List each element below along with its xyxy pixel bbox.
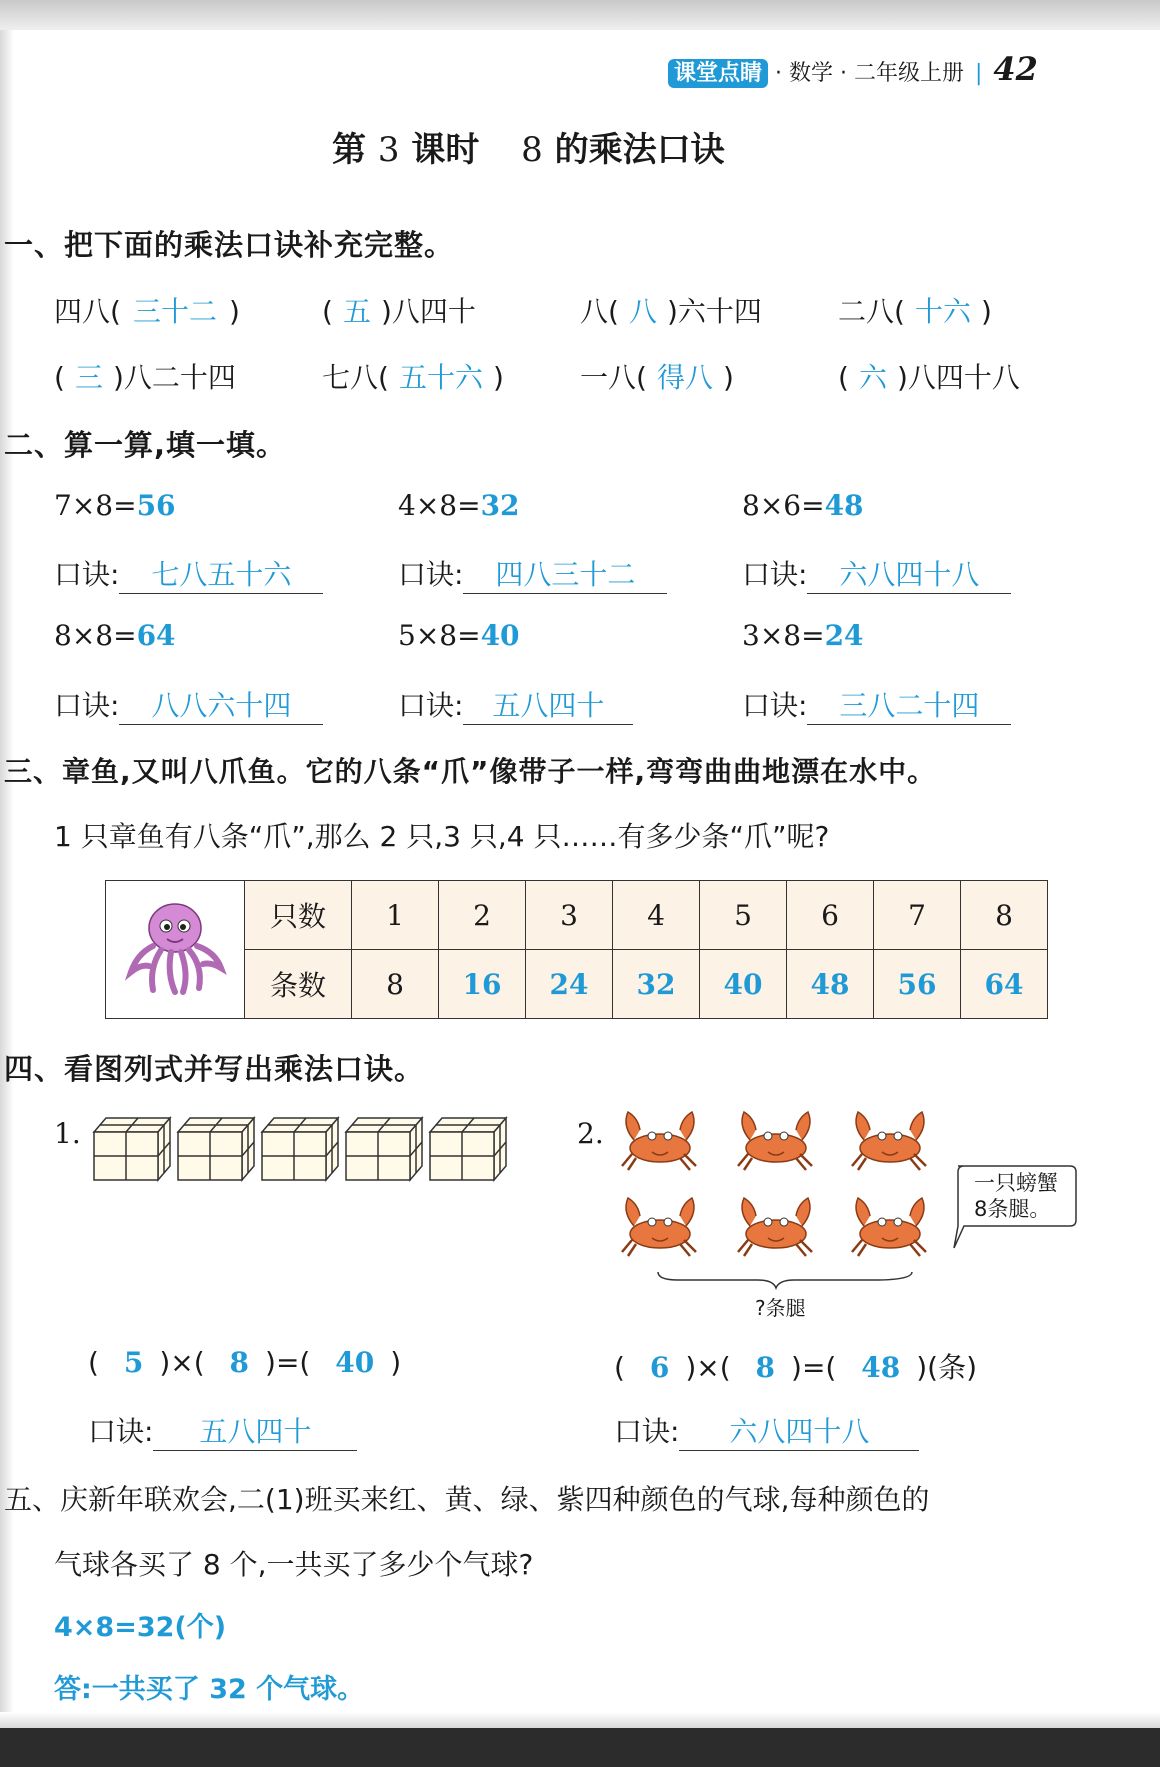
koujue-line: 口诀: 四八三十二 xyxy=(398,553,667,594)
legs-answer-cell: 64 xyxy=(961,950,1048,1019)
legs-answer-cell: 16 xyxy=(439,950,526,1019)
page-number: 42 xyxy=(993,50,1038,88)
fill-item: ( 五 )八四十 xyxy=(322,295,476,328)
koujue-line: 口诀: 三八二十四 xyxy=(742,684,1011,725)
count-cell: 6 xyxy=(787,881,874,950)
legs-answer-cell: 48 xyxy=(787,950,874,1019)
page-bottom-edge xyxy=(0,1728,1160,1767)
koujue-line: 口诀: 六八四十八 xyxy=(742,553,1011,594)
header-badge: 课堂点睛 xyxy=(668,59,768,88)
octopus-table xyxy=(105,880,1048,1019)
count-cell: 1 xyxy=(352,881,439,950)
count-cell: 7 xyxy=(874,881,961,950)
legs-answer-cell: 40 xyxy=(700,950,787,1019)
page-header: 课堂点睛 · 数学 · 二年级上册 | 42 xyxy=(668,50,1038,88)
page-left-shadow xyxy=(0,30,14,1712)
legs-answer-cell: 24 xyxy=(526,950,613,1019)
octopus-image xyxy=(106,881,245,1019)
count-cell: 2 xyxy=(439,881,526,950)
equation: 8×8=64 xyxy=(54,619,176,652)
fill-item: 七八( 五十六 ) xyxy=(322,361,504,394)
legs-answer-cell: 32 xyxy=(613,950,700,1019)
brace-label: ?条腿 xyxy=(755,1296,806,1320)
legs-cell: 8 xyxy=(352,950,439,1019)
equation: 7×8=56 xyxy=(54,489,176,522)
fill-item: ( 六 )八四十八 xyxy=(838,361,1020,394)
section2-title: 二、算一算,填一填。 xyxy=(4,428,287,462)
equation: 4×8=32 xyxy=(398,489,520,522)
section5-line2: 气球各买了 8 个,一共买了多少个气球? xyxy=(54,1548,534,1581)
speech-bubble-text: 一只螃蟹 8条腿。 xyxy=(974,1171,1058,1221)
section3-title: 三、章鱼,又叫八爪鱼。它的八条“爪”像带子一样,弯弯曲曲地漂在水中。 xyxy=(4,755,937,788)
section5-line1: 五、庆新年联欢会,二(1)班买来红、黄、绿、紫四种颜色的气球,每种颜色的 xyxy=(4,1483,930,1516)
cubes-illustration xyxy=(92,1112,512,1194)
fill-item: 一八( 得八 ) xyxy=(580,361,734,394)
section5-answer-equation: 4×8=32(个) xyxy=(54,1612,227,1643)
fill-item: 二八( 十六 ) xyxy=(838,295,992,328)
koujue-line: 口诀: 六八四十八 xyxy=(614,1410,919,1451)
octopus-icon xyxy=(123,894,227,998)
row-label-count: 只数 xyxy=(245,881,352,950)
section5-answer-text: 答:一共买了 32 个气球。 xyxy=(54,1674,365,1705)
fill-item: ( 三 )八二十四 xyxy=(54,361,236,394)
problem2-label: 2. xyxy=(577,1117,604,1150)
page-bottom-shadow xyxy=(0,1712,1160,1728)
koujue-line: 口诀: 七八五十六 xyxy=(54,553,323,594)
equation2: ( 6 )×( 8 )=( 48 )(条) xyxy=(614,1351,977,1384)
equation: 8×6=48 xyxy=(742,489,864,522)
page-top-edge xyxy=(0,0,1160,30)
legs-answer-cell: 56 xyxy=(874,950,961,1019)
section3-question: 1 只章鱼有八条“爪”,那么 2 只,3 只,4 只……有多少条“爪”呢? xyxy=(54,820,830,853)
fill-item: 八( 八 )六十四 xyxy=(580,295,762,328)
equation: 3×8=24 xyxy=(742,619,864,652)
equation1: ( 5 )×( 8 )=( 40 ) xyxy=(88,1346,402,1379)
section1-title: 一、把下面的乘法口诀补充完整。 xyxy=(4,228,455,262)
header-subject: · 数学 · 二年级上册 xyxy=(775,61,964,86)
koujue-line: 口诀: 五八四十 xyxy=(88,1410,357,1451)
equation: 5×8=40 xyxy=(398,619,520,652)
count-cell: 5 xyxy=(700,881,787,950)
koujue-line: 口诀: 五八四十 xyxy=(398,684,633,725)
count-cell: 3 xyxy=(526,881,613,950)
fill-item: 四八( 三十二 ) xyxy=(54,295,240,328)
problem1-label: 1. xyxy=(54,1117,81,1150)
count-cell: 4 xyxy=(613,881,700,950)
section4-title: 四、看图列式并写出乘法口诀。 xyxy=(4,1052,425,1086)
row-label-legs: 条数 xyxy=(245,950,352,1019)
count-cell: 8 xyxy=(961,881,1048,950)
koujue-line: 口诀: 八八六十四 xyxy=(54,684,323,725)
lesson-title: 第 3 课时 8 的乘法口诀 xyxy=(332,130,725,170)
